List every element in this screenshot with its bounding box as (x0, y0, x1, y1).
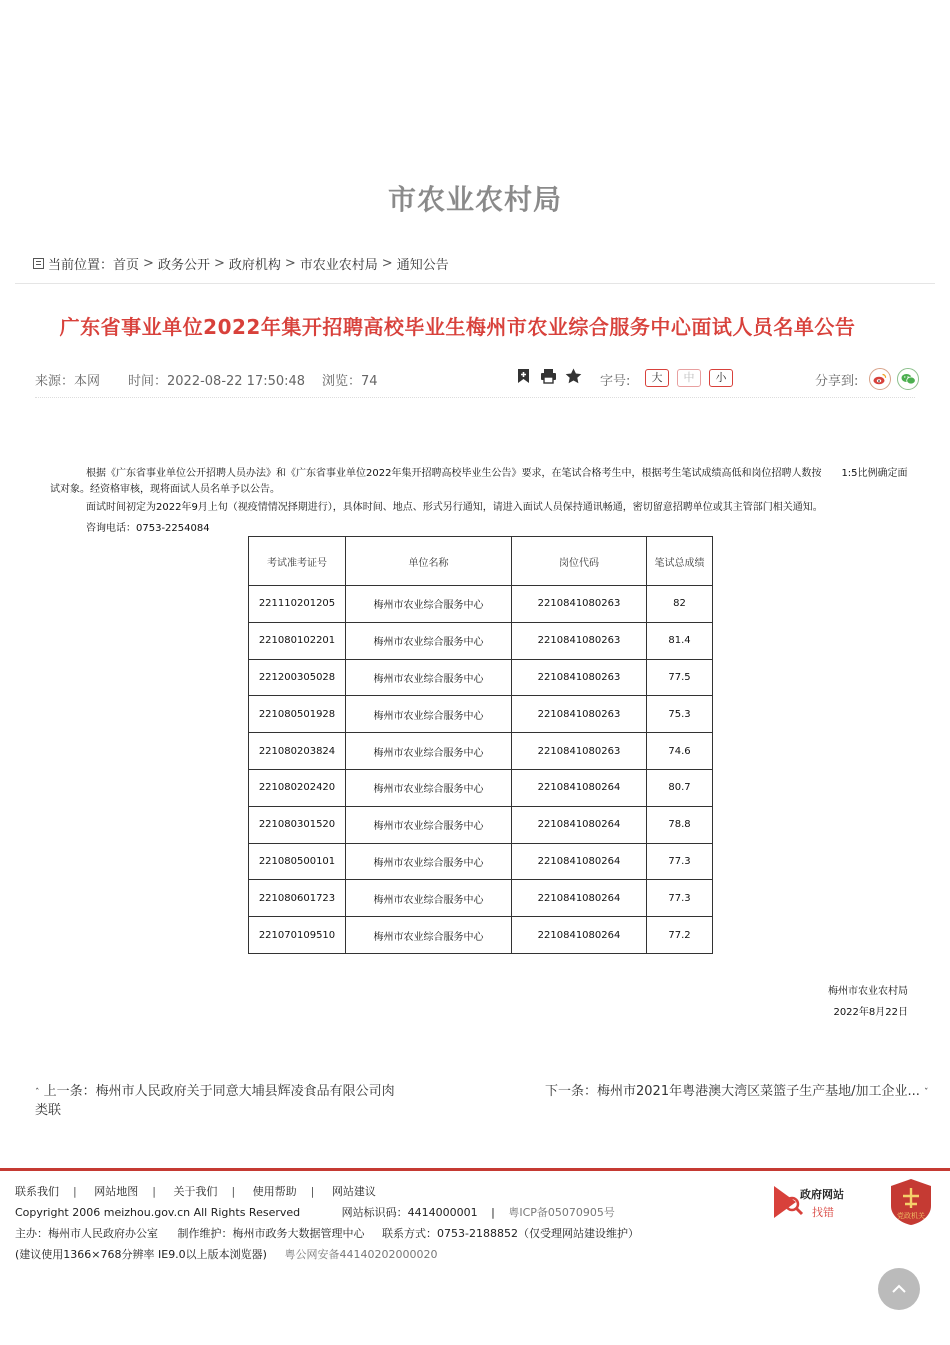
table-row (249, 733, 713, 770)
bookmark-icon[interactable] (515, 368, 532, 385)
footer-accent-bar (0, 1168, 950, 1171)
party-badge-text: 党政机关 (897, 1212, 925, 1220)
location-icon (33, 258, 44, 269)
table-row (249, 696, 713, 733)
table-row (249, 659, 713, 696)
table-cell: 2210841080263 (512, 733, 647, 770)
table-cell: 2210841080264 (512, 806, 647, 843)
table-cell: 221080202420 (249, 769, 346, 806)
table-cell: 2210841080264 (512, 769, 647, 806)
table-cell: 74.6 (647, 733, 713, 770)
next-article-text: 下一条：梅州市2021年粤港澳大湾区菜篮子生产基地/加工企业... (545, 1084, 920, 1099)
party-gov-organ-badge[interactable] (890, 1178, 932, 1226)
footer-link-sitemap[interactable]: 网站地图 (94, 1185, 139, 1198)
article-tools (515, 368, 582, 385)
footer-link-suggestion[interactable]: 网站建议 (331, 1185, 376, 1198)
meta-divider (35, 397, 915, 398)
footer-link-help[interactable]: 使用帮助 (252, 1185, 297, 1198)
prev-article-link[interactable] (35, 1083, 395, 1119)
article-paragraph-1: 根据《广东省事业单位公开招聘人员办法》和《广东省事业单位2022年集开招聘高校毕业生公告》要求，在笔试合格考生中，根据考生笔试成绩高低和岗位招聘人数按 1:5比例确定面试对象。经资格审核，现将面试人员名单予以公告。 (50, 468, 908, 495)
table-row (249, 843, 713, 880)
table-cell: 221080601723 (249, 880, 346, 917)
table-header-cell: 考试准考证号 (249, 537, 346, 586)
table-cell: 80.7 (647, 769, 713, 806)
gov-badge-line1: 政府网站 (800, 1188, 844, 1201)
font-size-large-button[interactable]: 大 (645, 369, 669, 387)
table-body (249, 586, 713, 954)
table-cell: 梅州市农业综合服务中心 (346, 806, 512, 843)
footer-sponsor: 主办：梅州市人民政府办公室 (15, 1227, 158, 1240)
table-cell: 2210841080264 (512, 880, 647, 917)
table-cell: 梅州市农业综合服务中心 (346, 880, 512, 917)
article-meta (35, 368, 915, 390)
signature-org: 梅州市农业农村局 (828, 986, 908, 997)
weibo-icon[interactable] (869, 368, 891, 390)
table-cell: 2210841080264 (512, 843, 647, 880)
table-header-row (249, 537, 713, 586)
font-size-switcher (645, 369, 733, 387)
footer-police-link[interactable]: 粤公网安备44140202000020 (284, 1248, 438, 1261)
table-cell: 221070109510 (249, 917, 346, 954)
breadcrumb-bureau[interactable]: 市农业农村局 (299, 258, 378, 273)
table-row (249, 917, 713, 954)
footer-site-code: 网站标识码：4414000001 (341, 1206, 478, 1219)
next-article-link[interactable] (545, 1083, 929, 1102)
font-size-label: 字号: (600, 374, 631, 389)
breadcrumb: 当前位置： 首页 > 政务公开 > 政府机构 > 市农业农村局 > 通知公告 (33, 254, 449, 273)
signature-date: 2022年8月22日 (833, 1007, 908, 1018)
table-row (249, 769, 713, 806)
footer-links: 联系我们 | 网站地图 | 关于我们 | 使用帮助 | 网站建议 (15, 1185, 376, 1198)
wechat-icon[interactable] (897, 368, 919, 390)
chevron-down-icon: ˇ (924, 1088, 929, 1098)
table-row (249, 880, 713, 917)
gov-site-error-report-badge[interactable] (770, 1182, 855, 1222)
article-paragraph-3: 咨询电话：0753-2254084 (86, 523, 210, 534)
table-cell: 77.3 (647, 880, 713, 917)
footer-link-about[interactable]: 关于我们 (173, 1185, 218, 1198)
article-source: 来源：本网 (35, 374, 101, 389)
article-views: 浏览：74 (322, 374, 378, 389)
table-row (249, 806, 713, 843)
table-cell: 75.3 (647, 696, 713, 733)
site-title: 市农业农村局 (387, 183, 562, 216)
table-cell: 221080102201 (249, 622, 346, 659)
share-label: 分享到: (815, 374, 859, 389)
table-cell: 221080301520 (249, 806, 346, 843)
footer-browser-note: (建议使用1366×768分辨率 IE9.0以上版本浏览器) (15, 1248, 267, 1261)
breadcrumb-label: 当前位置： (48, 258, 114, 273)
table-cell: 77.2 (647, 917, 713, 954)
footer-link-contact[interactable]: 联系我们 (15, 1185, 59, 1198)
table-cell: 2210841080263 (512, 659, 647, 696)
footer-copyright: Copyright 2006 meizhou.gov.cn All Rights Reserved (15, 1206, 301, 1219)
table-cell: 梅州市农业综合服务中心 (346, 843, 512, 880)
table-cell: 梅州市农业综合服务中心 (346, 586, 512, 623)
breadcrumb-home[interactable]: 首页 (113, 258, 140, 273)
article-title: 广东省事业单位2022年集开招聘高校毕业生梅州市农业综合服务中心面试人员名单公告 (59, 315, 856, 339)
gov-badge-line2: 找错 (812, 1206, 834, 1219)
table-cell: 221200305028 (249, 659, 346, 696)
table-header-cell: 笔试总成绩 (647, 537, 713, 586)
breadcrumb-gov-public[interactable]: 政务公开 (157, 258, 210, 273)
table-cell: 81.4 (647, 622, 713, 659)
breadcrumb-notices[interactable]: 通知公告 (396, 258, 449, 273)
footer: 联系我们 | 网站地图 | 关于我们 | 使用帮助 | 网站建议 Copyright 2006 meizhou.gov.cn All Rights Reserved 网站标识码：4414000001 | 粤ICP备05070905号 主办：梅州市人民政府办公室 制作维护：梅州市政务大数据管理中心 联系方式：0753-2188852（仅受理网站建设维护） (建议使用1366×768分辨率 IE9.0以上版本浏览器) 粤公网安备44140202000020 (15, 1181, 649, 1265)
table-cell: 77.3 (647, 843, 713, 880)
table-row (249, 586, 713, 623)
chevron-up-icon: ˆ (35, 1088, 40, 1098)
breadcrumb-divider (15, 283, 935, 284)
table-cell: 221110201205 (249, 586, 346, 623)
scroll-to-top-button[interactable] (878, 1268, 920, 1310)
table-cell: 梅州市农业综合服务中心 (346, 917, 512, 954)
table-cell: 梅州市农业综合服务中心 (346, 769, 512, 806)
table-cell: 2210841080263 (512, 696, 647, 733)
article-paragraph-2: 面试时间初定为2022年9月上旬（视疫情情况择期进行），具体时间、地点、形式另行通知，请进入面试人员保持通讯畅通，密切留意招聘单位或其主管部门相关通知。 (86, 502, 823, 513)
font-size-small-button[interactable]: 小 (709, 369, 733, 387)
table-cell: 78.8 (647, 806, 713, 843)
print-icon[interactable] (540, 368, 557, 385)
table-cell: 梅州市农业综合服务中心 (346, 696, 512, 733)
candidate-table (248, 536, 713, 954)
table-cell: 82 (647, 586, 713, 623)
article-time: 时间：2022-08-22 17:50:48 (128, 374, 306, 389)
table-cell: 梅州市农业综合服务中心 (346, 622, 512, 659)
breadcrumb-gov-orgs[interactable]: 政府机构 (228, 258, 281, 273)
footer-icp-link[interactable]: 粤ICP备05070905号 (508, 1206, 615, 1219)
chevron-up-icon (892, 1284, 906, 1294)
table-cell: 221080203824 (249, 733, 346, 770)
prev-article-text: 上一条：梅州市人民政府关于同意大埔县辉凌食品有限公司肉类联 (35, 1084, 395, 1118)
table-cell: 梅州市农业综合服务中心 (346, 733, 512, 770)
font-size-medium-button[interactable]: 中 (677, 369, 701, 387)
table-header-cell: 岗位代码 (512, 537, 647, 586)
table-cell: 2210841080263 (512, 622, 647, 659)
table-header-cell: 单位名称 (346, 537, 512, 586)
footer-contact: 联系方式：0753-2188852（仅受理网站建设维护） (382, 1227, 639, 1240)
table-cell: 梅州市农业综合服务中心 (346, 659, 512, 696)
share-icons (869, 368, 919, 390)
table-cell: 2210841080263 (512, 586, 647, 623)
table-cell: 77.5 (647, 659, 713, 696)
favorite-star-icon[interactable] (565, 368, 582, 385)
table-cell: 221080501928 (249, 696, 346, 733)
table-cell: 221080500101 (249, 843, 346, 880)
table-cell: 2210841080264 (512, 917, 647, 954)
footer-maintainer: 制作维护：梅州市政务大数据管理中心 (177, 1227, 365, 1240)
table-row (249, 622, 713, 659)
